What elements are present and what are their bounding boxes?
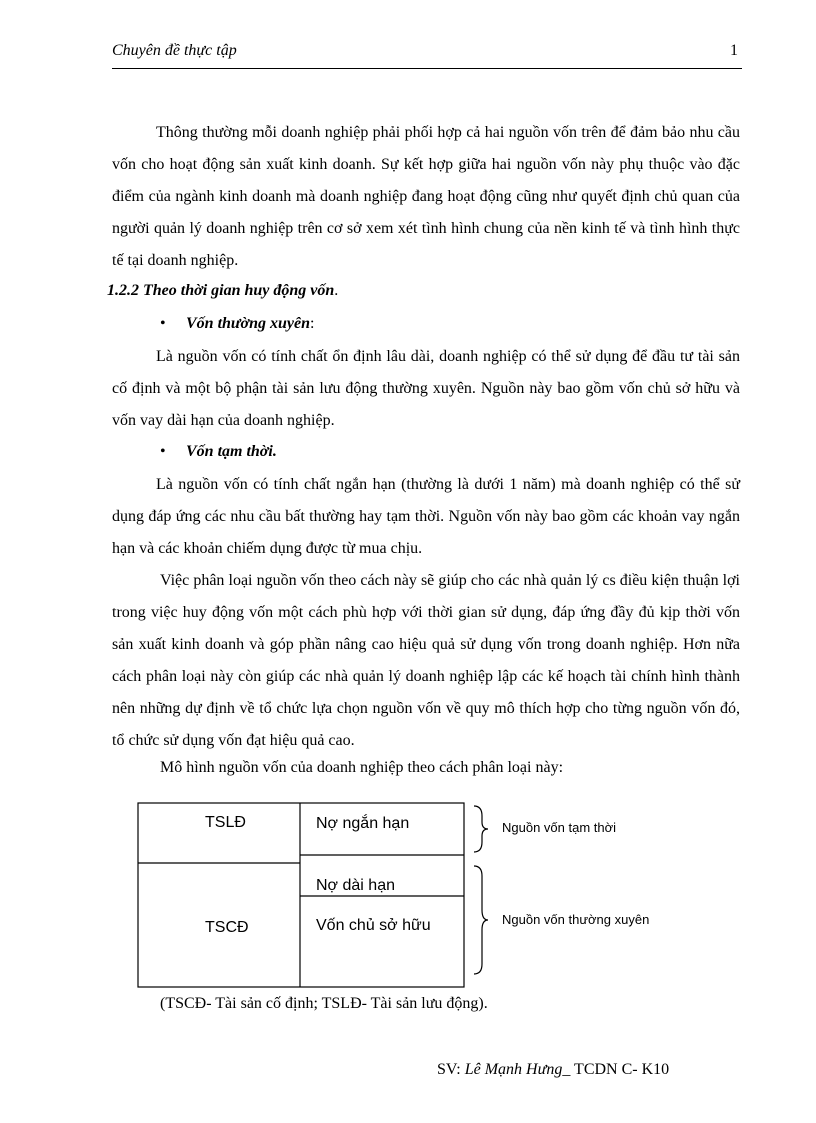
- label-tsld: TSLĐ: [205, 814, 246, 831]
- header-title: Chuyên đề thực tập: [112, 42, 237, 59]
- bullet-von-tam-thoi: [160, 443, 277, 461]
- paragraph-4: Việc phân loại nguồn vốn theo cách này sẽ giúp cho các nhà quản lý cs điều kiện thuận lợi trong việc huy động vốn một cách phù hợp với thời gian sử dụng, đáp ứng đầy đủ kịp thời vốn sản xuất kinh doanh và góp phần nâng cao hiệu quả sử dụng vốn trong doanh nghiệp. Hơn nữa cách phân loại này còn giúp các nhà quản lý doanh nghiệp lập các kế hoạch tài chính hình thành nên những dự định về tổ chức lựa chọn nguồn vốn về quy mô thích hợp cho từng nguồn vốn đó, tổ chức sử dụng vốn đạt hiệu quả cao.: [112, 572, 740, 749]
- label-von-chu-so-huu: Vốn chủ sở hữu: [316, 917, 431, 934]
- label-no-ngan-han: Nợ ngắn hạn: [316, 815, 410, 832]
- label-nguon-von-tam-thoi: Nguồn vốn tạm thời: [502, 820, 617, 835]
- paragraph-3: Là nguồn vốn có tính chất ngắn hạn (thường là dưới 1 năm) mà doanh nghiệp có thể sử dụng đáp ứng các nhu cầu bất thường hay tạm thời. Nguồn vốn này bao gồm các khoản vay ngắn hạn và các khoản chiếm dụng được từ mua chịu.: [112, 476, 740, 557]
- page-number: 1: [730, 42, 738, 59]
- bullet-icon: •: [160, 315, 166, 332]
- section-heading: [107, 282, 338, 300]
- page-header: [112, 40, 742, 69]
- label-nguon-von-thuong-xuyen: Nguồn vốn thường xuyên: [502, 912, 650, 927]
- label-no-dai-han: Nợ dài hạn: [316, 877, 395, 894]
- section-heading-dot: .: [334, 282, 339, 299]
- diagram-note: (TSCĐ- Tài sản cố định; TSLĐ- Tài sản lưu động).: [160, 995, 488, 1012]
- brace-tam-thoi: [474, 806, 488, 852]
- brace-thuong-xuyen: [474, 866, 488, 974]
- footer-prefix: SV:: [437, 1061, 461, 1078]
- paragraph-1: Thông thường mỗi doanh nghiệp phải phối hợp cả hai nguồn vốn trên để đảm bảo nhu cầu vốn cho hoạt động sản xuất kinh doanh. Sự kết hợp giữa hai nguồn vốn này phụ thuộc vào đặc điểm của ngành kinh doanh mà doanh nghiệp đang hoạt động cũng như quyết định chủ quan của người quản lý doanh nghiệp trên cơ sở xem xét tình hình chung của nền kinh tế và tình hình thực tế tại doanh nghiệp.: [112, 124, 740, 269]
- page-footer: [437, 1061, 669, 1079]
- bullet-title: Vốn thường xuyên: [186, 315, 310, 332]
- paragraph-2: Là nguồn vốn có tính chất ổn định lâu dài, doanh nghiệp có thể sử dụng để đầu tư tài sản cố định và một bộ phận tài sản lưu động thường xuyên. Nguồn này bao gồm vốn chủ sở hữu và vốn vay dài hạn của doanh nghiệp.: [112, 348, 740, 429]
- diagram-outer-box: [138, 803, 464, 987]
- bullet-von-thuong-xuyen: [160, 315, 314, 333]
- bullet-title: Vốn tạm thời.: [186, 443, 277, 460]
- label-tscd: TSCĐ: [205, 919, 249, 936]
- section-heading-text: 1.2.2 Theo thời gian huy động vốn: [107, 282, 335, 299]
- bullet-suffix: :: [309, 315, 315, 332]
- bullet-icon: •: [160, 443, 166, 460]
- diagram-intro: Mô hình nguồn vốn của doanh nghiệp theo cách phân loại này:: [160, 759, 564, 776]
- footer-student-name: Lê Mạnh Hưng: [464, 1061, 563, 1078]
- footer-suffix: _ TCDN C- K10: [562, 1061, 670, 1078]
